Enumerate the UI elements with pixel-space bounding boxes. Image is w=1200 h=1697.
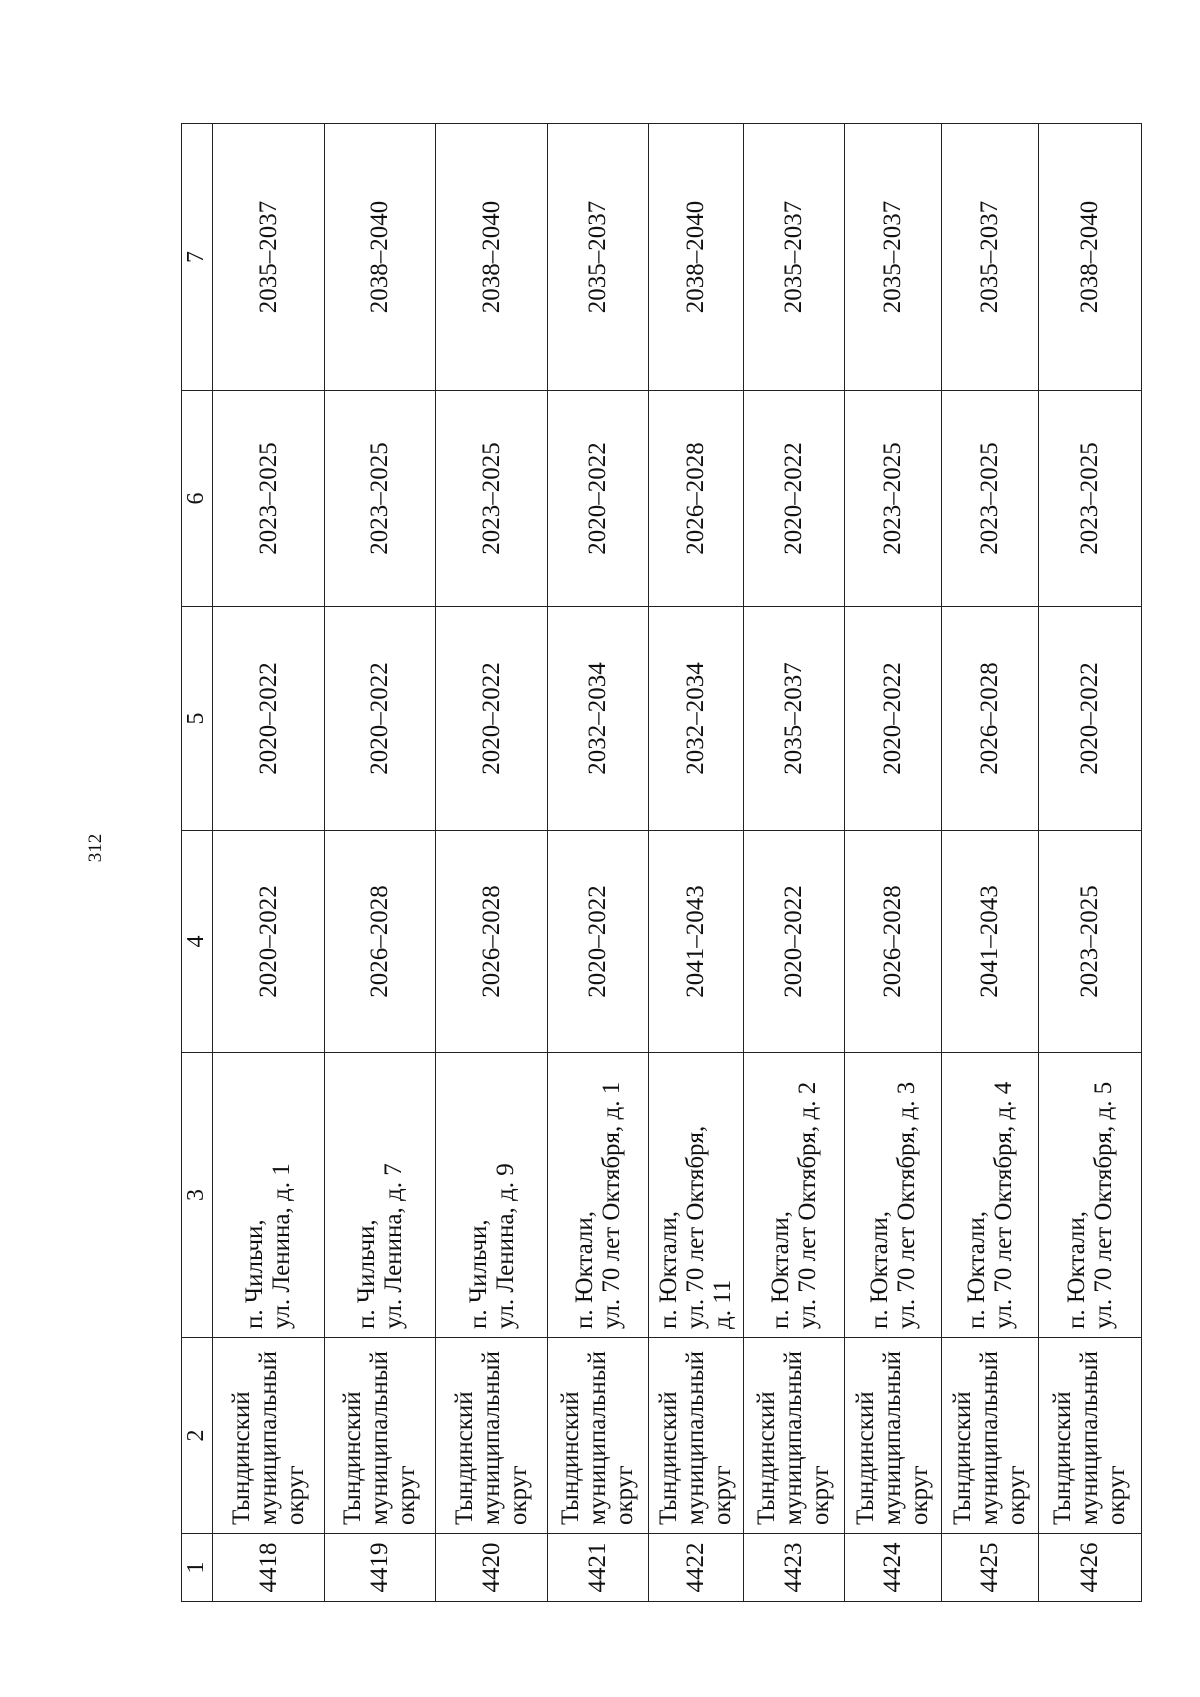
cell-line: муниципальный (976, 1351, 1004, 1525)
period-cell: 2038–2040 (436, 124, 548, 391)
cell-line: округ (906, 1465, 934, 1525)
cell-line: округ (393, 1465, 421, 1525)
period-cell: 2020–2022 (743, 831, 844, 1053)
cell-line: округ (1103, 1465, 1131, 1525)
region-cell (743, 1338, 844, 1534)
cell-line: муниципальный (478, 1351, 506, 1525)
cell-line: муниципальный (584, 1351, 612, 1525)
cell-line: округ (611, 1465, 639, 1525)
address-cell (324, 1053, 436, 1338)
cell-line: ул. Ленина, д. 7 (379, 1163, 407, 1329)
cell-line: п. Чильчи, (241, 1219, 269, 1329)
cell-line: муниципальный (1076, 1351, 1104, 1525)
region-cell (844, 1338, 941, 1534)
cell-line: Тындинский (451, 1391, 479, 1525)
column-header: 2 (182, 1338, 213, 1534)
period-cell: 2035–2037 (547, 124, 648, 391)
period-cell: 2020–2022 (213, 831, 325, 1053)
cell-line: п. Юктали, (570, 1210, 598, 1329)
address-cell (547, 1053, 648, 1338)
schedule-table (181, 123, 1142, 1602)
cell-line: п. Юктали, (962, 1210, 990, 1329)
table-header-row (182, 124, 213, 1602)
period-cell: 2041–2043 (941, 831, 1038, 1053)
row-number-cell: 4424 (844, 1534, 941, 1602)
cell-line: округ (709, 1465, 737, 1525)
period-cell: 2026–2028 (436, 831, 548, 1053)
region-cell (324, 1338, 436, 1534)
region-cell (941, 1338, 1038, 1534)
cell-line: муниципальный (780, 1351, 808, 1525)
table-row (649, 124, 744, 1602)
address-cell (436, 1053, 548, 1338)
period-cell: 2038–2040 (1038, 124, 1141, 391)
period-cell: 2023–2025 (213, 391, 325, 607)
address-cell (213, 1053, 325, 1338)
row-number-cell: 4426 (1038, 1534, 1141, 1602)
cell-line: п. Юктали, (1062, 1210, 1090, 1329)
address-cell (1038, 1053, 1141, 1338)
period-cell: 2023–2025 (1038, 391, 1141, 607)
page-number-text: 312 (85, 833, 106, 863)
row-number-cell: 4419 (324, 1534, 436, 1602)
cell-line: п. Чильчи, (352, 1219, 380, 1329)
cell-line: округ (281, 1465, 309, 1525)
period-cell: 2020–2022 (436, 607, 548, 831)
table-container (181, 124, 1142, 1602)
cell-line: муниципальный (879, 1351, 907, 1525)
table-row (324, 124, 436, 1602)
row-number-cell: 4425 (941, 1534, 1038, 1602)
period-cell: 2020–2022 (743, 391, 844, 607)
period-cell: 2026–2028 (324, 831, 436, 1053)
period-cell: 2023–2025 (436, 391, 548, 607)
period-cell: 2038–2040 (649, 124, 744, 391)
address-cell (844, 1053, 941, 1338)
column-header: 7 (182, 124, 213, 391)
column-header: 1 (182, 1534, 213, 1602)
region-cell (436, 1338, 548, 1534)
cell-line: округ (807, 1465, 835, 1525)
table-row (213, 124, 325, 1602)
period-cell: 2020–2022 (324, 607, 436, 831)
cell-line: Тындинский (339, 1391, 367, 1525)
cell-line: ул. 70 лет Октября, д. 4 (989, 1081, 1017, 1329)
table-row (743, 124, 844, 1602)
cell-line: муниципальный (366, 1351, 394, 1525)
period-cell: 2035–2037 (743, 124, 844, 391)
address-cell (649, 1053, 744, 1338)
cell-line: Тындинский (655, 1391, 683, 1525)
cell-line: ул. 70 лет Октября, д. 3 (892, 1081, 920, 1329)
cell-line: ул. Ленина, д. 9 (491, 1163, 519, 1329)
period-cell: 2023–2025 (324, 391, 436, 607)
address-cell (941, 1053, 1038, 1338)
period-cell: 2038–2040 (324, 124, 436, 391)
cell-line: п. Юктали, (865, 1210, 893, 1329)
column-header: 6 (182, 391, 213, 607)
period-cell: 2023–2025 (844, 391, 941, 607)
cell-line: округ (505, 1465, 533, 1525)
cell-line: п. Чильчи, (464, 1219, 492, 1329)
row-number-cell: 4422 (649, 1534, 744, 1602)
table-row (1038, 124, 1141, 1602)
cell-line: Тындинский (227, 1391, 255, 1525)
period-cell: 2035–2037 (743, 607, 844, 831)
period-cell: 2032–2034 (547, 607, 648, 831)
period-cell: 2020–2022 (547, 831, 648, 1053)
cell-line: д. 11 (709, 1279, 737, 1329)
period-cell: 2023–2025 (941, 391, 1038, 607)
period-cell: 2032–2034 (649, 607, 744, 831)
table-row (547, 124, 648, 1602)
cell-line: Тындинский (1049, 1391, 1077, 1525)
table-row (941, 124, 1038, 1602)
column-header: 4 (182, 831, 213, 1053)
period-cell: 2035–2037 (941, 124, 1038, 391)
column-header: 5 (182, 607, 213, 831)
row-number-cell: 4418 (213, 1534, 325, 1602)
cell-line: ул. 70 лет Октября, д. 1 (597, 1081, 625, 1329)
period-cell: 2035–2037 (213, 124, 325, 391)
period-cell: 2026–2028 (649, 391, 744, 607)
row-number-cell: 4421 (547, 1534, 648, 1602)
region-cell (649, 1338, 744, 1534)
period-cell: 2020–2022 (844, 607, 941, 831)
cell-line: муниципальный (682, 1351, 710, 1525)
cell-line: п. Юктали, (766, 1210, 794, 1329)
address-cell (743, 1053, 844, 1338)
cell-line: ул. 70 лет Октября, д. 5 (1089, 1081, 1117, 1329)
cell-line: Тындинский (753, 1391, 781, 1525)
row-number-cell: 4423 (743, 1534, 844, 1602)
period-cell: 2026–2028 (844, 831, 941, 1053)
cell-line: муниципальный (254, 1351, 282, 1525)
region-cell (547, 1338, 648, 1534)
row-number-cell: 4420 (436, 1534, 548, 1602)
cell-line: Тындинский (852, 1391, 880, 1525)
period-cell: 2023–2025 (1038, 831, 1141, 1053)
region-cell (213, 1338, 325, 1534)
cell-line: п. Юктали, (655, 1210, 683, 1329)
cell-line: ул. 70 лет Октября, д. 2 (793, 1081, 821, 1329)
period-cell: 2020–2022 (213, 607, 325, 831)
cell-line: Тындинский (557, 1391, 585, 1525)
cell-line: округ (1003, 1465, 1031, 1525)
cell-line: Тындинский (949, 1391, 977, 1525)
column-header: 3 (182, 1053, 213, 1338)
cell-line: ул. 70 лет Октября, (682, 1125, 710, 1329)
table-row (436, 124, 548, 1602)
period-cell: 2020–2022 (1038, 607, 1141, 831)
period-cell: 2035–2037 (844, 124, 941, 391)
period-cell: 2041–2043 (649, 831, 744, 1053)
table-row (844, 124, 941, 1602)
period-cell: 2026–2028 (941, 607, 1038, 831)
cell-line: ул. Ленина, д. 1 (268, 1163, 296, 1329)
region-cell (1038, 1338, 1141, 1534)
period-cell: 2020–2022 (547, 391, 648, 607)
